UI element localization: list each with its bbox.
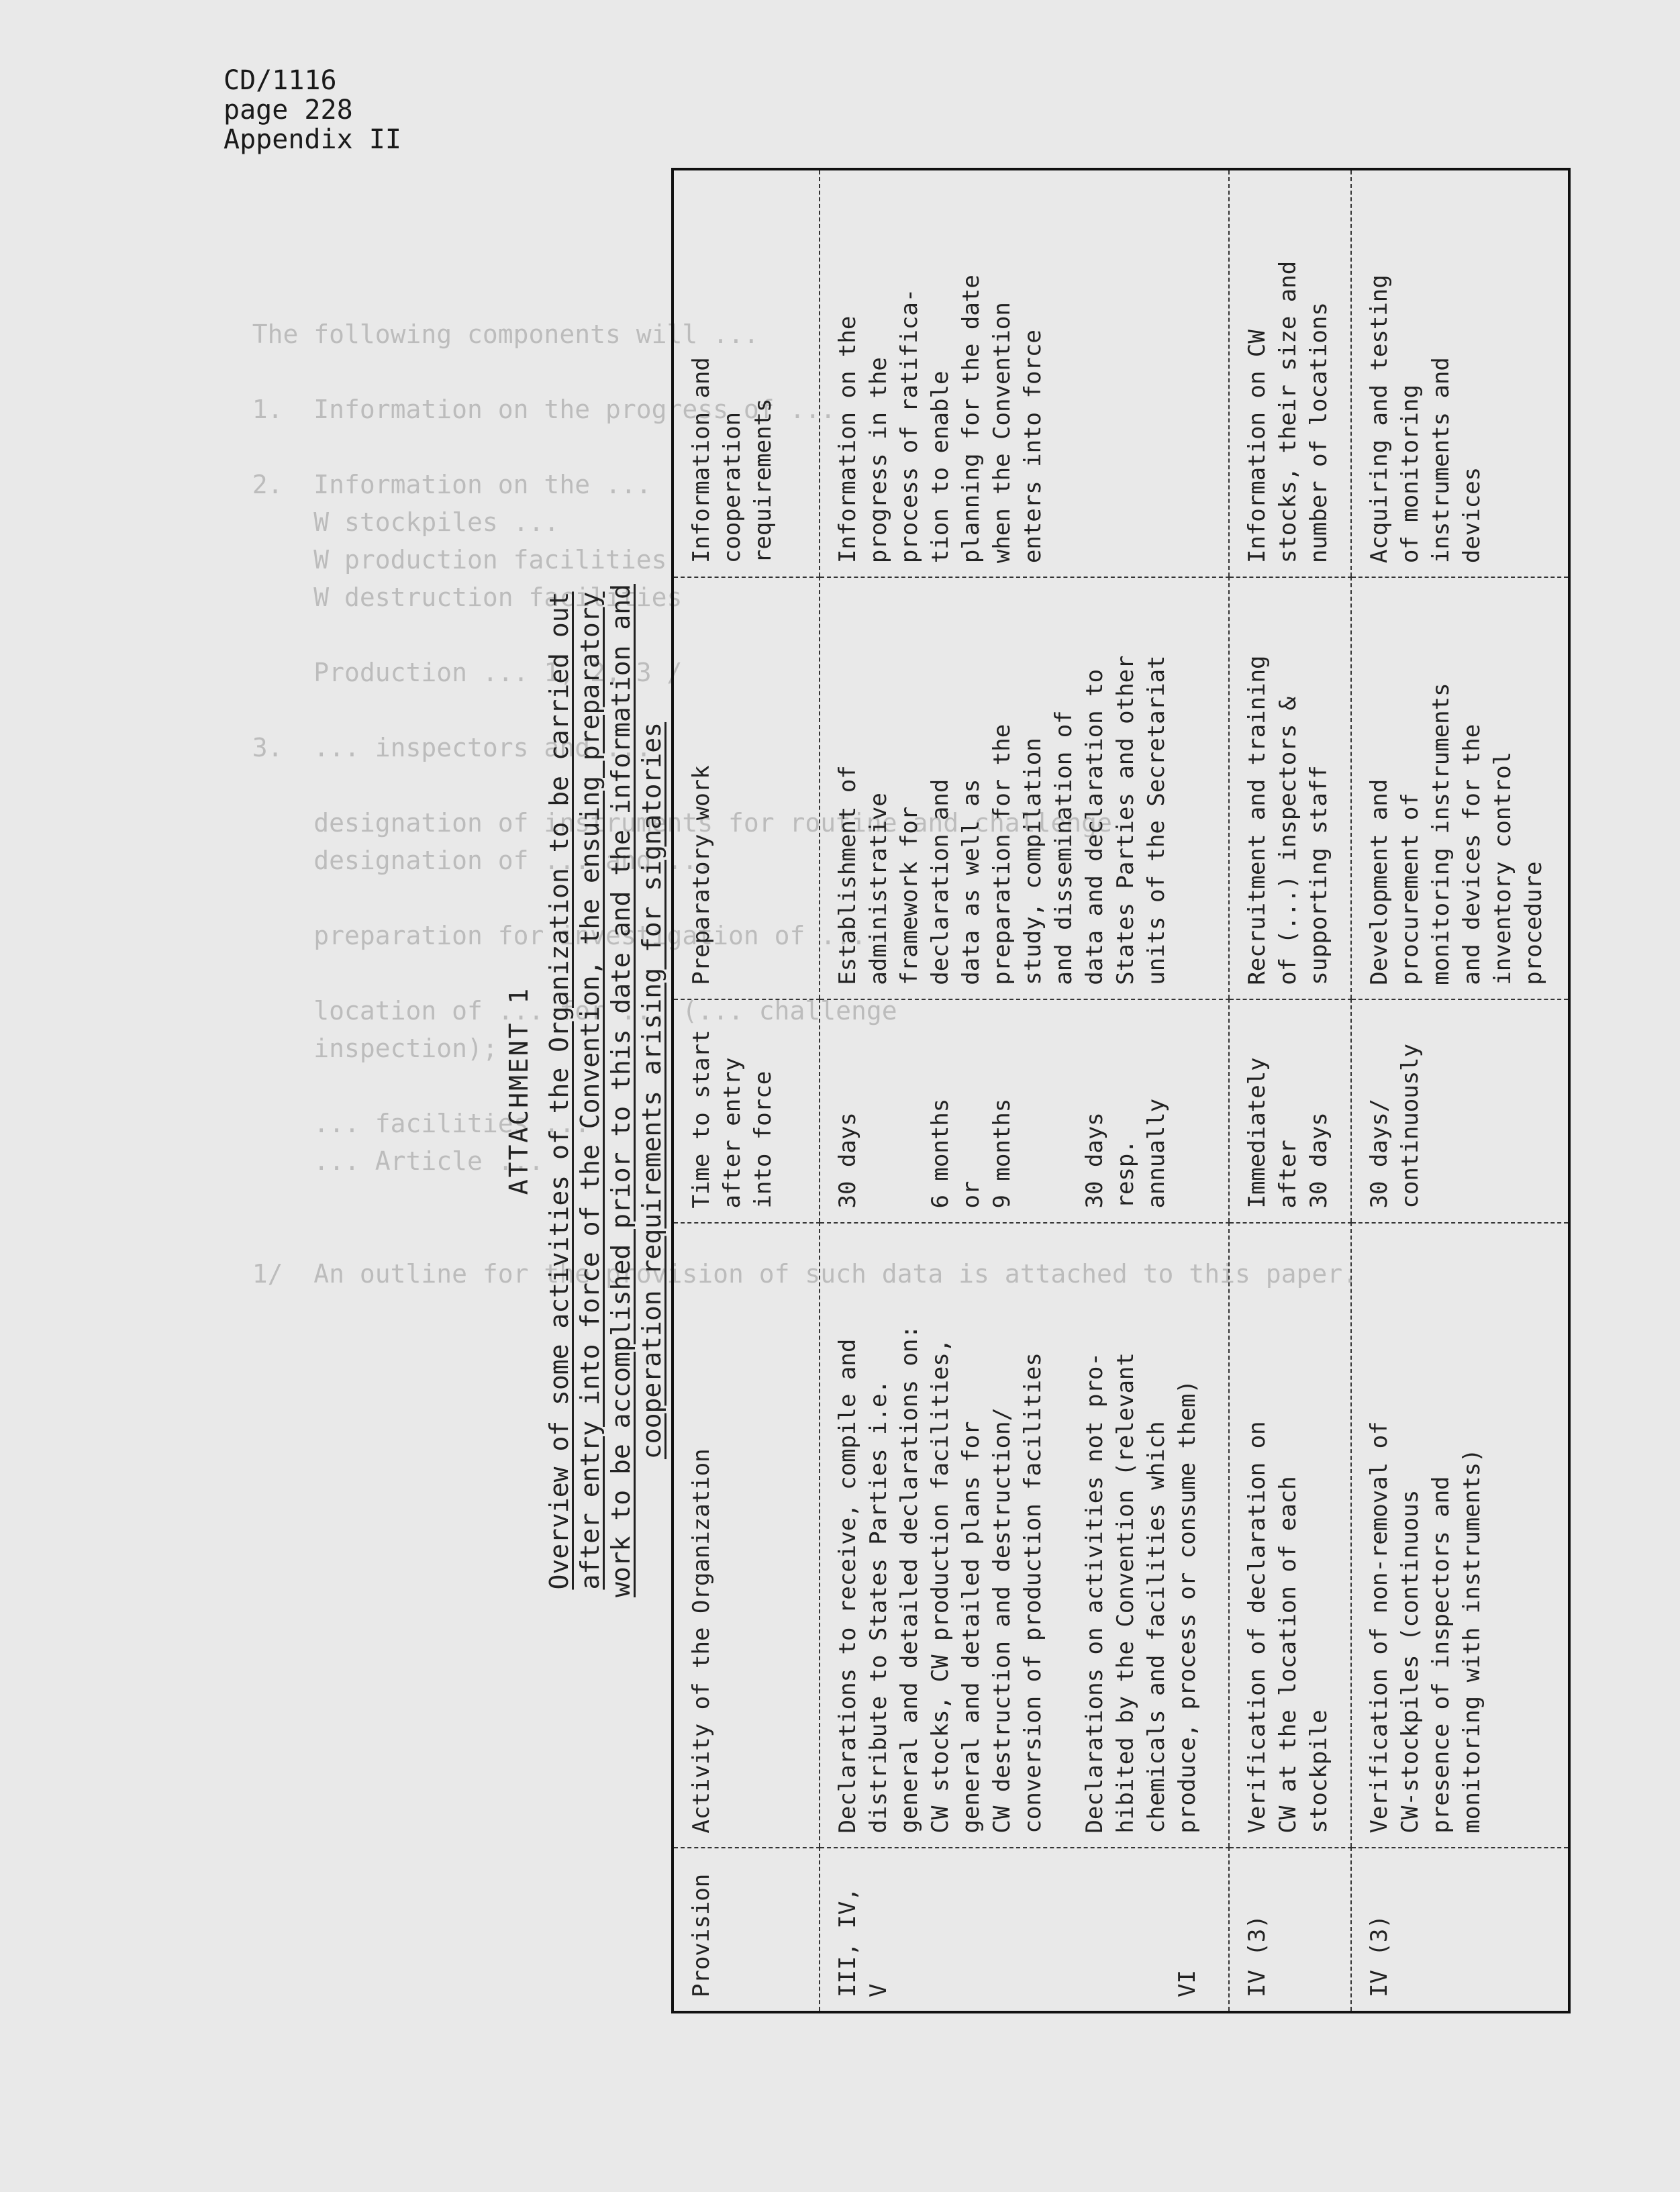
show-through-text: The following components will ... 1. Information on the progress of ... 2. Information on the ... W stockpiles ... W production facilities W destruction facilities Production ... 1, 2, 3 / 3. ... inspectors and ... designation of instruments for routine and challenge designation of ... and ... preparation for investigation of ... location of ... for ... (... challenge inspection); ... facilities ... ... Article ... 1/ An outline for the provision of such data is attached to this paper. bbox=[252, 319, 1358, 1289]
cell-line: CW-stockpiles (continuous bbox=[1396, 1489, 1424, 1834]
cell-line: Provision bbox=[688, 1873, 715, 1997]
cell-line: Immediately bbox=[1243, 1057, 1271, 1209]
cell-line: Information on CW bbox=[1243, 330, 1271, 564]
cell-line: process of ratifica- bbox=[896, 288, 923, 564]
cell-line: CW stocks, CW production facilities, bbox=[927, 1338, 954, 1834]
cell-line: preparation for the bbox=[989, 724, 1016, 985]
document-header bbox=[224, 66, 401, 154]
cell-line: planning for the date bbox=[958, 275, 985, 564]
doc-ref: CD/1116 bbox=[224, 65, 337, 96]
cell-line: Verification of declaration on bbox=[1243, 1421, 1271, 1834]
activity-cell bbox=[1351, 1223, 1570, 1848]
cell-line: Acquiring and testing bbox=[1365, 275, 1393, 564]
cell-line: chemicals and facilities which bbox=[1143, 1421, 1170, 1834]
heading-line: cooperation requirements arising for signatories bbox=[637, 721, 666, 1460]
cell-line: annually bbox=[1143, 1098, 1170, 1209]
table-row bbox=[1229, 169, 1351, 2012]
time-cell bbox=[1229, 999, 1351, 1223]
cell-line: administrative bbox=[865, 793, 892, 985]
cell-line: hibited by the Convention (relevant bbox=[1112, 1352, 1139, 1834]
cell-line: after entry bbox=[719, 1057, 746, 1209]
cell-line: monitoring with instruments) bbox=[1458, 1448, 1485, 1834]
cell-line: CW destruction and destruction/ bbox=[989, 1407, 1016, 1834]
cell-line: enters into force bbox=[1020, 330, 1046, 564]
cell-line: of (...) inspectors & bbox=[1274, 696, 1301, 985]
heading-line: work to be accomplished prior to this date and the information and bbox=[606, 584, 636, 1597]
cell-line: 30 days bbox=[1081, 1112, 1108, 1209]
appendix-label: Appendix II bbox=[224, 124, 401, 155]
cell-line bbox=[1018, 1013, 1048, 1209]
cell-line: States Parties and other bbox=[1112, 655, 1139, 985]
header-information-requirements bbox=[673, 169, 820, 577]
cell-line: into force bbox=[750, 1070, 777, 1209]
information-cell bbox=[1351, 169, 1570, 577]
cell-line: 30 days bbox=[1305, 1112, 1332, 1209]
cell-line: 30 days/ bbox=[1365, 1098, 1393, 1209]
cell-line: conversion of production facilities bbox=[1020, 1352, 1046, 1834]
cell-line: progress in the bbox=[865, 357, 892, 564]
cell-line: number of locations bbox=[1305, 302, 1332, 564]
cell-line: framework for bbox=[896, 806, 923, 985]
cell-line: supporting staff bbox=[1305, 765, 1332, 985]
cell-line: IV (3) bbox=[1365, 1915, 1393, 1997]
cell-line: continuously bbox=[1396, 1043, 1424, 1209]
cell-line: presence of inspectors and bbox=[1427, 1476, 1454, 1834]
cell-line: Establishment of bbox=[834, 765, 861, 985]
table-header-row bbox=[673, 169, 820, 2012]
cell-line: tion to enable bbox=[927, 370, 954, 564]
attachment-title: ATTACHMENT 1 bbox=[504, 986, 534, 1195]
time-cell bbox=[1351, 999, 1570, 1223]
activity-cell bbox=[1229, 1223, 1351, 1848]
cell-line: data and declaration to bbox=[1081, 668, 1108, 985]
cell-line: V bbox=[865, 1983, 892, 1997]
information-cell bbox=[820, 169, 1229, 577]
cell-line: Development and bbox=[1365, 779, 1393, 985]
cell-line: 30 days bbox=[834, 1112, 861, 1209]
cell-line: Recruitment and training bbox=[1243, 655, 1271, 985]
cell-line bbox=[894, 1013, 925, 1209]
cell-line: and devices for the bbox=[1458, 724, 1485, 985]
cell-line bbox=[956, 1862, 987, 1997]
cell-line: when the Convention bbox=[989, 302, 1016, 564]
cell-line: units of the Secretariat bbox=[1143, 655, 1170, 985]
table-row bbox=[1351, 169, 1570, 2012]
cell-line: of monitoring bbox=[1396, 385, 1424, 564]
cell-line: IV (3) bbox=[1243, 1915, 1271, 1997]
cell-line: cooperation bbox=[719, 411, 746, 564]
cell-line: resp. bbox=[1112, 1140, 1139, 1209]
cell-line: devices bbox=[1458, 466, 1485, 564]
cell-line: Verification of non-removal of bbox=[1365, 1421, 1393, 1834]
activities-table bbox=[671, 168, 1571, 2013]
cell-line: produce, process or consume them) bbox=[1174, 1380, 1201, 1834]
information-cell bbox=[1229, 169, 1351, 577]
cell-line bbox=[894, 1862, 925, 1997]
cell-line: Information on the bbox=[834, 315, 861, 564]
attachment-title-block bbox=[503, 168, 667, 2013]
cell-line: Preparatory work bbox=[688, 765, 715, 985]
cell-line: declaration and bbox=[927, 779, 954, 985]
cell-line: stocks, their size and bbox=[1274, 260, 1301, 564]
cell-line: 6 months bbox=[927, 1098, 954, 1209]
cell-line: Declarations to receive, compile and bbox=[834, 1338, 861, 1834]
cell-line: and dissemination of bbox=[1050, 710, 1077, 985]
cell-line bbox=[1048, 1013, 1079, 1209]
table-row bbox=[820, 169, 1229, 2012]
cell-line: III, IV, bbox=[834, 1887, 861, 1997]
time-cell bbox=[820, 999, 1229, 1223]
cell-line: monitoring instruments bbox=[1427, 683, 1454, 985]
heading-line: Overview of some activities of the Organization to be carried out bbox=[544, 591, 574, 1590]
cell-line: Declarations on activities not pro- bbox=[1081, 1352, 1108, 1834]
cell-line: Time to start bbox=[688, 1030, 715, 1209]
cell-line: after bbox=[1274, 1140, 1301, 1209]
cell-line bbox=[1141, 1862, 1172, 1997]
cell-line: study, compilation bbox=[1020, 738, 1046, 985]
preparatory-work-cell bbox=[1229, 577, 1351, 999]
preparatory-work-cell bbox=[1351, 577, 1570, 999]
cell-line bbox=[863, 1013, 894, 1209]
provision-cell bbox=[1351, 1848, 1570, 2012]
cell-line: CW at the location of each bbox=[1274, 1476, 1301, 1834]
cell-line: general and detailed declarations on: bbox=[896, 1325, 923, 1834]
cell-line: VI bbox=[1174, 1970, 1201, 1997]
cell-line: Activity of the Organization bbox=[688, 1448, 715, 1834]
cell-line: instruments and bbox=[1427, 357, 1454, 564]
cell-line bbox=[987, 1862, 1018, 1997]
cell-line: general and detailed plans for bbox=[958, 1421, 985, 1834]
activity-cell bbox=[820, 1223, 1229, 1848]
provision-cell bbox=[1229, 1848, 1351, 2012]
cell-line: requirements bbox=[750, 398, 777, 564]
cell-line: distribute to States Parties i.e. bbox=[865, 1380, 892, 1834]
cell-line bbox=[1048, 1237, 1079, 1834]
cell-line: or bbox=[958, 1181, 985, 1209]
rotated-attachment bbox=[503, 168, 1547, 2013]
cell-line: procurement of bbox=[1396, 793, 1424, 985]
cell-line: Information and bbox=[688, 357, 715, 564]
page-number: page 228 bbox=[224, 95, 353, 126]
cell-line: stockpile bbox=[1305, 1709, 1332, 1834]
provision-cell bbox=[820, 1848, 1229, 2012]
cell-line bbox=[1018, 1862, 1048, 1997]
cell-line: data as well as bbox=[958, 779, 985, 985]
header-preparatory-work bbox=[673, 577, 820, 999]
preparatory-work-cell bbox=[820, 577, 1229, 999]
cell-line bbox=[1048, 1862, 1079, 1997]
cell-line: procedure bbox=[1520, 861, 1547, 985]
cell-line bbox=[925, 1862, 956, 1997]
cell-line: 9 months bbox=[989, 1098, 1016, 1209]
header-activity bbox=[673, 1223, 820, 1848]
heading-line: after entry into force of the Convention, the ensuing preparatory bbox=[575, 591, 605, 1590]
header-time-to-start bbox=[673, 999, 820, 1223]
header-provision bbox=[673, 1848, 820, 2012]
cell-line bbox=[1079, 1862, 1110, 1997]
cell-line bbox=[1110, 1862, 1141, 1997]
cell-line: inventory control bbox=[1489, 751, 1516, 985]
